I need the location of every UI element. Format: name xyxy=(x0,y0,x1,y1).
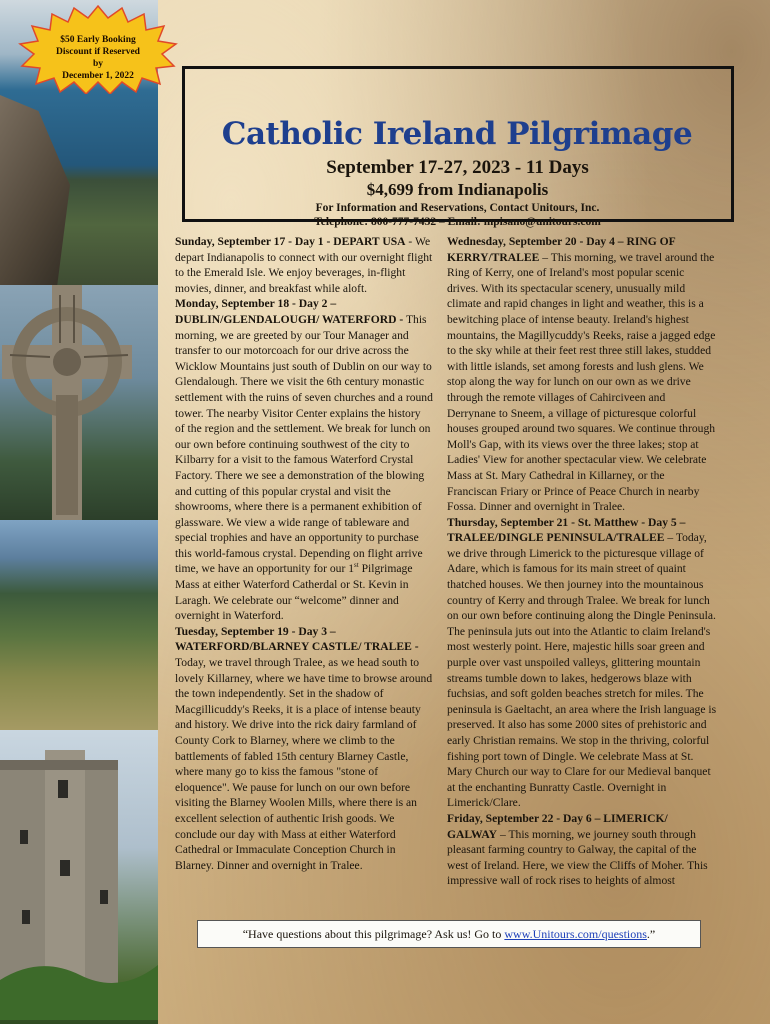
day-5-text: – Today, we drive through Limerick to the picturesque village of Adare, which is famous for its main street of quaint thatched houses. We then journey into the mountainous country of Kerry and through Tralee. We break for lunch on our own before continuing along the Dingle Peninsula. The peninsula juts out into the Atlantic to claim Ireland's most westerly point. Here, majestic hills soar green and purple over vast unspoiled valleys, glittering mountain streams tumble down to lakes, hedgerows blaze with fuchsias, and soft golden beaches stretch for miles. The peninsula is Gaeltacht, an area where the Irish language is preserved. It also has some 2000 sites of prehistoric and early Christian remains. We stop in the thriving, colorful fishing port town of Dingle. We celebrate Mass at St. Mary Church our way to Clare for our Medieval banquet at the enchanting Bunratty Castle. Overnight in Limerick/Clare. xyxy=(447,531,717,810)
page-title: Catholic Ireland Pilgrimage xyxy=(221,116,693,152)
early-booking-badge xyxy=(18,4,178,94)
day-4-entry xyxy=(447,234,717,515)
day-3-heading: Tuesday, September 19 - Day 3 – WATERFORD/BLARNEY CASTLE/ TRALEE - xyxy=(175,624,419,654)
badge-line-2: Discount if Reserved xyxy=(56,47,140,57)
day-5-heading: Thursday, September 21 - St. Matthew - Day 5 – TRALEE/DINGLE PENINSULA/TRALEE xyxy=(447,515,686,545)
day-6-text: – This morning, we journey south through pleasant farming country to Galway, the capital of the west of Ireland. Here, we view the Cliffs of Moher. This impressive wall of rock rises to heights of almost xyxy=(447,827,708,888)
day-3-entry xyxy=(175,624,433,874)
celtic-cross-icon xyxy=(0,285,158,520)
questions-link[interactable]: www.Unitours.com/questions xyxy=(504,927,647,941)
castle-tower-icon xyxy=(0,750,158,1020)
day-1-text: - We depart Indianapolis to connect with our overnight flight to the Emerald Isle. We enjoy beverages, in-flight movies, dinner, and breakfast while aloft. xyxy=(175,235,433,295)
mountain-lake-photo xyxy=(0,520,158,730)
contact-company: For Information and Reservations, Contact Unitours, Inc. xyxy=(315,202,600,214)
photo-collage xyxy=(0,0,158,1024)
badge-line-3: by xyxy=(92,59,104,69)
itinerary-column-right xyxy=(447,234,717,889)
day-2-text: This morning, we are greeted by our Tour Manager and transfer to our motorcoach for our drive across the Wicklow Mountains just south of Dublin on our way to Glendalough. There we visit the 6th century monastic settlement with the ruins of seven churches and a round tower. The nearby Visitor Center explains the history of the region and the settlement. We break for lunch on our own before continuing southwest of the city to Kilbarry for a visit to the famous Waterford Crystal Factory. There we see a demonstration of the blowing and cutting of this popular crystal and visit the showrooms, where there is a permanent exhibition of glassware. We view a wide range of tableware and special trophies and have an opportunity to purchase this world-famous crystal. Depending on flight arrive time, we have an opportunity for our 1 xyxy=(175,312,433,576)
badge-text xyxy=(38,34,158,82)
contact-phone-email: Telephone: 800-777-7432 – Email: mpisano@unitours.com xyxy=(314,216,601,228)
ordinal-suffix: st xyxy=(354,561,359,570)
day-6-entry xyxy=(447,811,717,889)
day-2-entry xyxy=(175,296,433,623)
day-2-text-cont: Pilgrimage Mass at either Waterford Catherdal or St. Kevin in Laragh. We celebrate our “welcome” dinner and overnight in Waterford. xyxy=(175,562,413,623)
questions-callout xyxy=(197,920,701,948)
day-4-text: – This morning, we travel around the Ring of Kerry, one of Ireland's most popular scenic drives. With its spectacular scenery, unusually mild climate and rapid changes in light and weather, this is a bewitching place of intense beauty. Ireland's highest mountains, the Magillycuddy's Reeks, raise a jagged edge to the sky while at their feet rest three still lakes, studded with little islands, set among forests and lush glens. We stop along the way for lunch on our own as we drive through the remote villages of Cahirciveen and Derrynane to Sneem, a village of picturesque colorful houses grouped around two squares. We continue through Moll's Gap, with its views over the three lakes; stop at Ladies' View for another spectacular view. We celebrate Mass at St. Mary Cathedral in Killarney, or the Franciscan Friary or Prince of Peace Church in nearby Fossa. Dinner and overnight in Tralee. xyxy=(447,250,716,514)
itinerary-column-left xyxy=(175,234,433,873)
day-3-text: Today, we travel through Tralee, as we head south to lovely Killarney, where we have time to browse around the town independently. Set in the shadow of Macgillicuddy's Reeks, it is a place of intense beauty and history. We drive into the rick dairy farmland of County Cork to Blarney, where we climb to the battlements of fabled 15th century Blarney Castle, where many go to kiss the famous "stone of eloquence". We pause for lunch on our own before visiting the Blarney Woolen Mills, where there is an excellent selection of authentic Irish goods. We conclude our day with Mass at either Waterford Cathedral or Immaculate Conception Church in Blarney. Dinner and overnight in Tralee. xyxy=(175,656,433,872)
day-5-entry xyxy=(447,515,717,811)
tour-dates: September 17-27, 2023 - 11 Days xyxy=(326,157,589,178)
day-1-heading: Sunday, September 17 - Day 1 - DEPART USA xyxy=(175,235,406,248)
day-6-heading: Friday, September 22 - Day 6 – LIMERICK/ GALWAY xyxy=(447,811,668,841)
badge-line-4: December 1, 2022 xyxy=(62,71,134,81)
day-2-heading: Monday, September 18 - Day 2 – DUBLIN/GLENDALOUGH/ WATERFORD - xyxy=(175,297,404,326)
badge-line-1: $50 Early Booking xyxy=(60,35,136,45)
questions-text: “Have questions about this pilgrimage? Ask us! Go to xyxy=(242,927,505,941)
day-1-entry xyxy=(175,234,433,296)
tour-price: $4,699 from Indianapolis xyxy=(366,180,549,199)
day-4-heading: Wednesday, September 20 - Day 4 – RING OF KERRY/TRALEE xyxy=(447,235,676,264)
questions-text-end: .” xyxy=(646,927,656,941)
